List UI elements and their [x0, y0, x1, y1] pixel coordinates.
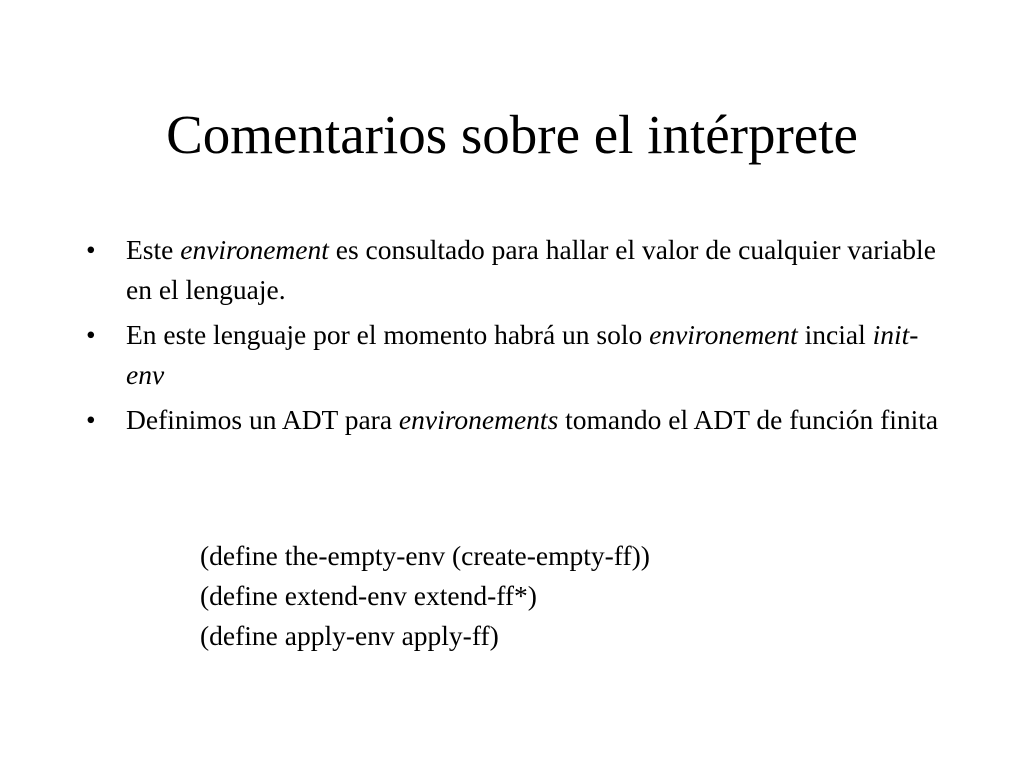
bullet-item-1 [0, 230, 1024, 310]
bullet-item-3 [0, 400, 1024, 440]
code-line-3: (define apply-env apply-ff) [200, 620, 499, 651]
code-line-1: (define the-empty-env (create-empty-ff)) [200, 540, 650, 571]
bullet-text: Este [126, 234, 181, 265]
bullet-emphasis: environement [180, 234, 329, 265]
bullet-text: En este lenguaje por el momento habrá un solo [126, 319, 650, 350]
code-block [200, 536, 650, 656]
code-line-2: (define extend-env extend-ff*) [200, 580, 537, 611]
slide-title: Comentarios sobre el intérprete [166, 104, 858, 165]
bullet-item-2 [0, 315, 1024, 395]
bullet-marker: • [86, 404, 96, 435]
bullet-text: es consultado para hallar el valor de cualquier variable en el lenguaje. [126, 234, 936, 305]
bullet-emphasis: init-env [126, 319, 919, 390]
bullet-marker: • [86, 234, 96, 265]
bullet-text: Definimos un ADT para [126, 404, 399, 435]
bullet-emphasis: environement [649, 319, 798, 350]
bullet-marker: • [86, 319, 96, 350]
bullet-text: incial [797, 319, 873, 350]
bullet-text: tomando el ADT de función finita [558, 404, 939, 435]
bullet-emphasis: environements [398, 404, 559, 435]
bullet-list [0, 230, 1024, 445]
